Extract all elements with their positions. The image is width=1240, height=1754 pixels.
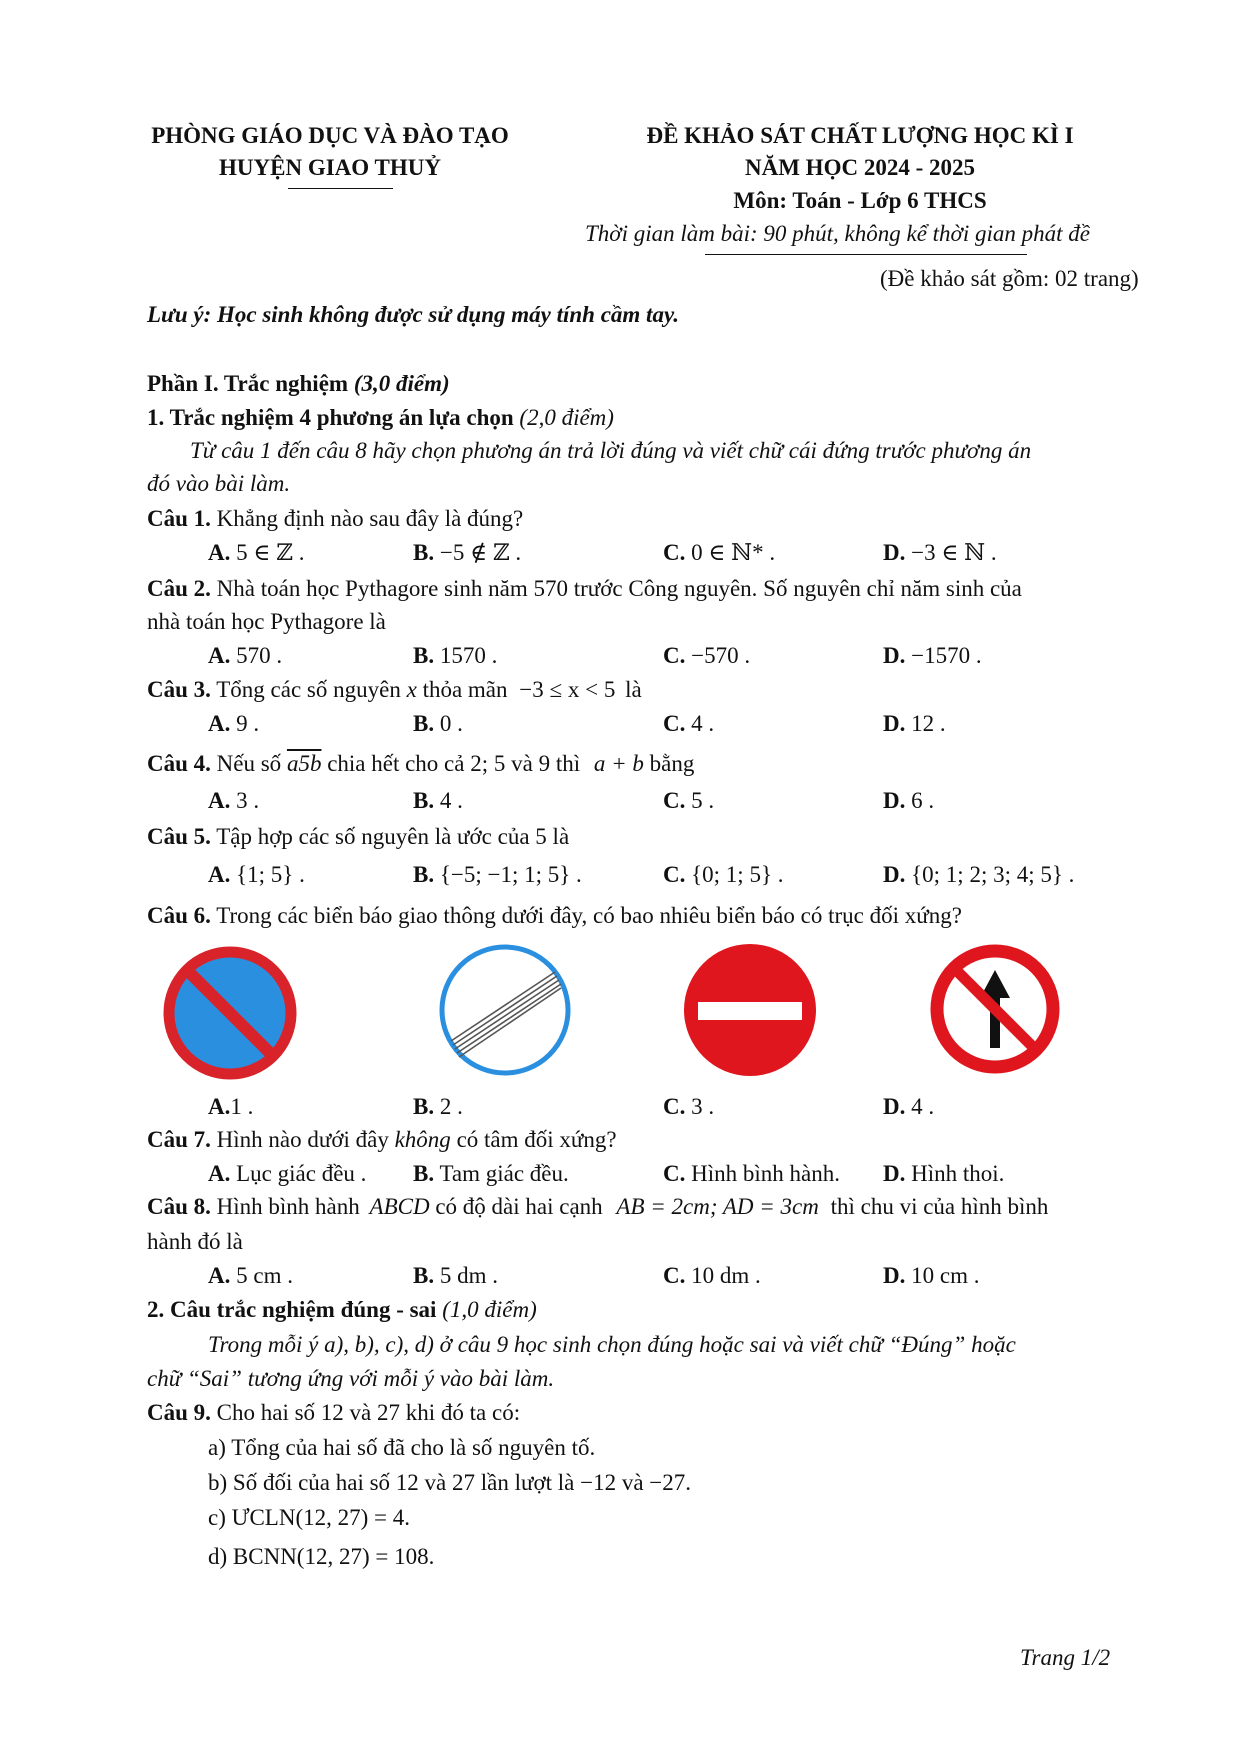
calculator-note: Lưu ý: Học sinh không được sử dụng máy tính cầm tay.: [147, 302, 680, 327]
header-right-rule: [705, 254, 1027, 255]
question-number: Câu 8.: [147, 1194, 211, 1219]
question-2-cont: nhà toán học Pythagore là: [147, 609, 386, 634]
option-label: C.: [663, 643, 686, 668]
no-parking-sign-icon: [160, 945, 300, 1081]
q9-statement-d: d) BCNN(12, 27) = 108.: [208, 1544, 435, 1569]
sec2-title: 2. Câu trắc nghiệm đúng - sai: [147, 1297, 437, 1322]
question-text: Nhà toán học Pythagore sinh năm 570 trước Công nguyên. Số nguyên chỉ năm sinh của: [216, 576, 1022, 601]
option-value: 3 .: [691, 1094, 715, 1119]
question-text: có độ dài hai cạnh: [435, 1194, 603, 1219]
question-text: thỏa mãn: [422, 677, 508, 702]
q4-option-d[interactable]: [883, 788, 934, 814]
option-value: −1570 .: [911, 643, 982, 668]
q8-option-b[interactable]: [413, 1263, 498, 1289]
q3-option-b[interactable]: [413, 711, 463, 737]
q9-statement-c: c) ƯCLN(12, 27) = 4.: [208, 1505, 411, 1530]
option-value: {0; 1; 5} .: [691, 862, 784, 887]
option-label: D.: [883, 788, 906, 813]
q1-option-d[interactable]: [883, 540, 997, 566]
condition: −3 ≤ x < 5: [519, 677, 616, 702]
option-label: D.: [883, 1263, 906, 1288]
q6-option-d[interactable]: [883, 1094, 934, 1120]
option-label: C.: [663, 1094, 686, 1119]
q7-option-b[interactable]: [413, 1161, 569, 1187]
sec1-instruction-1: Từ câu 1 đến câu 8 hãy chọn phương án trả lời đúng và viết chữ cái đứng trước phương án: [190, 438, 1032, 463]
option-value: 5 .: [691, 788, 715, 813]
question-1: [147, 506, 523, 532]
q8-option-c[interactable]: [663, 1263, 761, 1289]
question-7: [147, 1127, 617, 1153]
option-value: 10 cm .: [911, 1263, 980, 1288]
expression: a + b: [593, 751, 644, 776]
part1-heading: [147, 371, 450, 397]
school-year: NĂM HỌC 2024 - 2025: [745, 155, 975, 180]
option-label: B.: [413, 643, 435, 668]
q7-option-d[interactable]: [883, 1161, 1004, 1187]
q3-option-a[interactable]: [208, 711, 259, 737]
option-value: 6 .: [911, 788, 935, 813]
option-label: B.: [413, 1263, 435, 1288]
question-text: Hình bình hành: [216, 1194, 360, 1219]
sec2-instruction-1: Trong mỗi ý a), b), c), d) ở câu 9 học sinh chọn đúng hoặc sai và viết chữ “Đúng” hoặc: [208, 1332, 1016, 1357]
option-value: 5 ∈ ℤ .: [236, 540, 305, 565]
option-label: D.: [883, 643, 906, 668]
part1-points: (3,0 điểm): [353, 371, 450, 396]
school-dept: PHÒNG GIÁO DỤC VÀ ĐÀO TẠO: [151, 123, 509, 148]
option-value: −5 ∉ ℤ .: [439, 540, 522, 565]
option-label: A.: [208, 862, 231, 887]
option-label: D.: [883, 1161, 906, 1186]
question-number: Câu 6.: [147, 903, 211, 928]
page-count-note: (Đề khảo sát gồm: 02 trang): [880, 266, 1139, 291]
option-label: B.: [413, 862, 435, 887]
option-value: 5 cm .: [236, 1263, 293, 1288]
question-6: [147, 903, 962, 929]
shape-name: ABCD: [369, 1194, 430, 1219]
option-label: C.: [663, 540, 686, 565]
question-number: Câu 4.: [147, 751, 211, 776]
sec1-instruction-2: đó vào bài làm.: [147, 471, 291, 496]
question-text: Hình nào dưới đây: [216, 1127, 389, 1152]
sec2-points: (1,0 điểm): [442, 1297, 537, 1322]
header-left-rule: [288, 188, 393, 189]
option-value: 12 .: [911, 711, 946, 736]
option-label: A.: [208, 643, 231, 668]
question-number: Câu 7.: [147, 1127, 211, 1152]
option-value: 3 .: [236, 788, 260, 813]
question-text: chia hết cho cả 2; 5 và 9 thì: [327, 751, 581, 776]
sec1-title: 1. Trắc nghiệm 4 phương án lựa chọn: [147, 405, 514, 430]
option-value: 570 .: [236, 643, 283, 668]
exam-title: ĐỀ KHẢO SÁT CHẤT LƯỢNG HỌC KÌ I: [646, 123, 1074, 148]
option-value: 1570 .: [439, 643, 498, 668]
option-label: A.: [208, 788, 231, 813]
option-value: 5 dm .: [439, 1263, 498, 1288]
question-number: Câu 9.: [147, 1400, 211, 1425]
q6-option-b[interactable]: [413, 1094, 463, 1120]
q9-statement-a: a) Tổng của hai số đã cho là số nguyên tố.: [208, 1435, 596, 1460]
option-value: 4 .: [911, 1094, 935, 1119]
q4-option-a[interactable]: [208, 788, 259, 814]
q2-option-d[interactable]: [883, 643, 982, 669]
q8-option-a[interactable]: [208, 1263, 293, 1289]
question-8: [147, 1194, 1048, 1220]
option-value: {−5; −1; 1; 5} .: [439, 862, 582, 887]
option-value: 2 .: [439, 1094, 463, 1119]
question-text: Khẳng định nào sau đây là đúng?: [216, 506, 524, 531]
q3-option-d[interactable]: [883, 711, 946, 737]
no-entry-sign-icon: [680, 940, 820, 1080]
time-limit: Thời gian làm bài: 90 phút, không kể thời gian phát đề: [585, 221, 1090, 246]
q7-option-c[interactable]: [663, 1161, 840, 1187]
option-label: B.: [413, 1094, 435, 1119]
no-straight-ahead-sign-icon: [928, 942, 1062, 1076]
option-label: C.: [663, 788, 686, 813]
option-value: 9 .: [236, 711, 260, 736]
option-value: Hình thoi.: [911, 1161, 1005, 1186]
option-label: C.: [663, 711, 686, 736]
sec2-instruction-2: chữ “Sai” tương ứng với mỗi ý vào bài làm.: [147, 1366, 555, 1391]
expression: AB = 2cm; AD = 3cm: [616, 1194, 819, 1219]
option-value: 1 .: [230, 1094, 254, 1119]
option-label: B.: [413, 540, 435, 565]
question-2: [147, 576, 1022, 602]
variable: x: [406, 677, 417, 702]
option-label: C.: [663, 862, 686, 887]
option-label: A.: [208, 540, 231, 565]
q5-option-a[interactable]: [208, 862, 305, 888]
option-label: A.: [208, 1263, 231, 1288]
number-expression: a5b: [286, 751, 322, 776]
question-text: Trong các biển báo giao thông dưới đây, có bao nhiêu biển báo có trục đối xứng?: [216, 903, 962, 928]
sec1-heading: [147, 405, 614, 431]
q3-option-c[interactable]: [663, 711, 714, 737]
part1-title: Phần I. Trắc nghiệm: [147, 371, 349, 396]
q9-statement-b: b) Số đối của hai số 12 và 27 lần lượt là −12 và −27.: [208, 1470, 692, 1495]
end-of-restrictions-sign-icon: [435, 940, 575, 1080]
question-text: có tâm đối xứng?: [456, 1127, 617, 1152]
option-value: 4 .: [691, 711, 715, 736]
option-label: B.: [413, 1161, 435, 1186]
option-label: A.: [208, 1094, 231, 1119]
question-number: Câu 5.: [147, 824, 211, 849]
question-text: Tập hợp các số nguyên là ước của 5 là: [216, 824, 570, 849]
q6-option-a[interactable]: [208, 1094, 253, 1120]
q2-option-a[interactable]: [208, 643, 282, 669]
option-label: B.: [413, 788, 435, 813]
question-5: [147, 824, 569, 850]
page-number: Trang 1/2: [1020, 1645, 1111, 1670]
q2-option-b[interactable]: [413, 643, 497, 669]
option-label: A.: [208, 711, 231, 736]
question-number: Câu 2.: [147, 576, 211, 601]
option-label: D.: [883, 540, 906, 565]
option-value: −570 .: [691, 643, 751, 668]
question-text: thì chu vi của hình bình: [830, 1194, 1049, 1219]
q2-option-c[interactable]: [663, 643, 750, 669]
option-label: C.: [663, 1161, 686, 1186]
option-label: D.: [883, 711, 906, 736]
sec1-points: (2,0 điểm): [519, 405, 614, 430]
question-text: Tổng các số nguyên: [216, 677, 401, 702]
option-value: 0 .: [439, 711, 463, 736]
option-label: D.: [883, 862, 906, 887]
q5-option-d[interactable]: [883, 862, 1074, 888]
question-3: [147, 677, 642, 703]
question-emphasis: không: [394, 1127, 451, 1152]
option-label: C.: [663, 1263, 686, 1288]
option-value: −3 ∈ ℕ .: [911, 540, 997, 565]
option-value: 4 .: [439, 788, 463, 813]
sec2-heading: [147, 1297, 537, 1323]
option-value: {0; 1; 2; 3; 4; 5} .: [911, 862, 1075, 887]
subject: Môn: Toán - Lớp 6 THCS: [733, 188, 987, 213]
option-value: {1; 5} .: [236, 862, 305, 887]
question-text: là: [625, 677, 642, 702]
school-district: HUYỆN GIAO THUỶ: [219, 155, 441, 180]
option-label: D.: [883, 1094, 906, 1119]
option-label: A.: [208, 1161, 231, 1186]
question-9: [147, 1400, 520, 1426]
option-value: 0 ∈ ℕ* .: [691, 540, 776, 565]
question-4: [147, 751, 694, 777]
option-value: Tam giác đều.: [439, 1161, 569, 1186]
q4-option-c[interactable]: [663, 788, 714, 814]
option-label: B.: [413, 711, 435, 736]
q7-option-a[interactable]: [208, 1161, 366, 1187]
q8-option-d[interactable]: [883, 1263, 979, 1289]
option-value: Hình bình hành.: [691, 1161, 840, 1186]
option-value: Lục giác đều .: [236, 1161, 367, 1186]
q6-option-c[interactable]: [663, 1094, 714, 1120]
question-text: Cho hai số 12 và 27 khi đó ta có:: [216, 1400, 521, 1425]
q5-option-b[interactable]: [413, 862, 582, 888]
question-8-cont: hành đó là: [147, 1229, 243, 1254]
question-number: Câu 3.: [147, 677, 211, 702]
question-number: Câu 1.: [147, 506, 211, 531]
question-text: bằng: [649, 751, 695, 776]
q1-option-b[interactable]: [413, 540, 521, 566]
question-text: Nếu số: [216, 751, 282, 776]
q1-option-c[interactable]: [663, 540, 775, 566]
q4-option-b[interactable]: [413, 788, 463, 814]
q1-option-a[interactable]: [208, 540, 304, 566]
option-value: 10 dm .: [691, 1263, 761, 1288]
q5-option-c[interactable]: [663, 862, 783, 888]
